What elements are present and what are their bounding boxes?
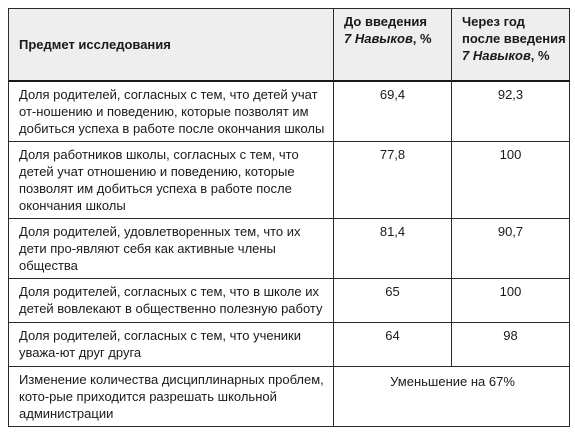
table-row	[9, 81, 570, 142]
table-row	[9, 279, 570, 323]
header-subject	[9, 9, 334, 82]
row-before-value: 69,4	[334, 81, 452, 142]
header-after-unit: , %	[530, 48, 550, 63]
header-after-line1: Через год	[462, 14, 525, 29]
header-before-line2	[344, 30, 451, 47]
row-after-value: 90,7	[452, 219, 570, 279]
research-results-table	[8, 8, 570, 427]
table-row	[9, 367, 570, 427]
table-row	[9, 219, 570, 279]
table-row	[9, 323, 570, 367]
row-after-value: 100	[452, 142, 570, 219]
table-row	[9, 142, 570, 219]
header-before-program: 7 Навыков	[344, 31, 413, 46]
row-subject: Изменение количества дисциплинарных проблем, кото-рые приходится разрешать школьной администрации	[9, 367, 334, 427]
header-before-line1: До введения	[344, 14, 427, 29]
row-before-value: 65	[334, 279, 452, 323]
table-body	[9, 81, 570, 427]
row-after-value: 92,3	[452, 81, 570, 142]
header-subject-label: Предмет исследования	[19, 37, 171, 52]
header-before-unit: , %	[412, 31, 432, 46]
header-after-line3	[462, 47, 569, 64]
header-after	[452, 9, 570, 82]
row-subject: Доля родителей, согласных с тем, что в школе их детей вовлекают в общественно полезную работу	[9, 279, 334, 323]
row-before-value: 64	[334, 323, 452, 367]
row-subject: Доля работников школы, согласных с тем, что детей учат отношению и поведению, которые позволят им добиться успеха в работе после окончания школы	[9, 142, 334, 219]
table-header	[9, 9, 570, 82]
row-after-value: 100	[452, 279, 570, 323]
row-subject: Доля родителей, согласных с тем, что детей учат от-ношению и поведению, которые позволят им добиться успеха в работе после окончания школы	[9, 81, 334, 142]
header-after-line2: после введения	[462, 31, 566, 46]
header-row	[9, 9, 570, 82]
header-before	[334, 9, 452, 82]
row-subject: Доля родителей, удовлетворенных тем, что их дети про-являют себя как активные члены общества	[9, 219, 334, 279]
research-table-container	[8, 8, 569, 427]
row-before-value: 81,4	[334, 219, 452, 279]
row-subject: Доля родителей, согласных с тем, что ученики уважа-ют друг друга	[9, 323, 334, 367]
row-merged-value: Уменьшение на 67%	[334, 367, 570, 427]
row-after-value: 98	[452, 323, 570, 367]
row-before-value: 77,8	[334, 142, 452, 219]
header-after-program: 7 Навыков	[462, 48, 531, 63]
